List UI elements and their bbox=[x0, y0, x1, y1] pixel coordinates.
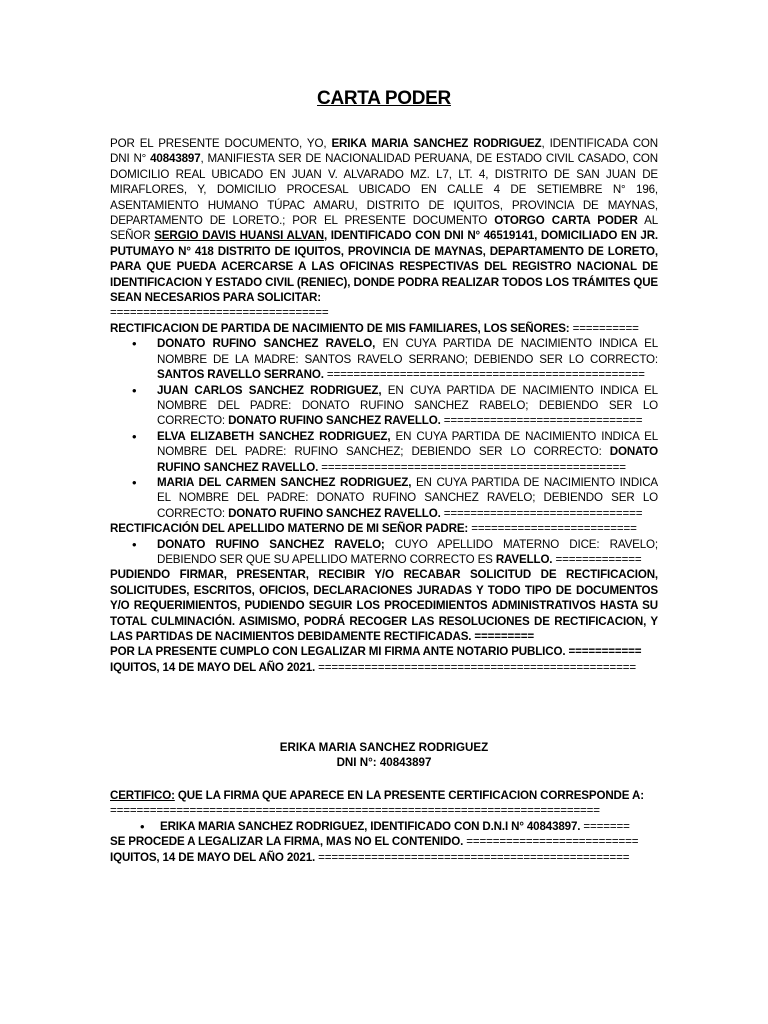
list-item bbox=[110, 819, 658, 834]
certification-text: QUE LA FIRMA QUE APARECE EN LA PRESENTE CERTIFICACION CORRESPONDE A: bbox=[174, 789, 644, 802]
separator: ================================= bbox=[110, 306, 329, 320]
person-name: DONATO RUFINO SANCHEZ RAVELO, bbox=[157, 337, 376, 351]
intro-text: , IDENTIFICADA CON DNI N° bbox=[110, 137, 659, 166]
section1-heading bbox=[110, 321, 658, 336]
certification-date-line bbox=[110, 850, 658, 865]
signature-block bbox=[110, 740, 658, 770]
separator: ============================== bbox=[440, 506, 643, 520]
date-line bbox=[110, 660, 658, 675]
correct-name: DONATO RUFINO SANCHEZ RAVELLO. bbox=[157, 445, 658, 474]
section2-heading-text: RECTIFICACIÓN DEL APELLIDO MATERNO DE MI SEÑOR PADRE: bbox=[110, 522, 469, 536]
separator: ========= bbox=[471, 630, 535, 643]
separator: ======= bbox=[580, 819, 630, 833]
closing-text: PUDIENDO FIRMAR, PRESENTAR, RECIBIR Y/O RECABAR SOLICITUD DE RECTIFICACION, SOLICITUDES, ESCRITOS, OFICIOS, DECLARACIONES JURADAS Y TODO TIPO DE DOCUMENTOS Y/O REQUERIMIENTOS, PUDIENDO SEGUIR LOS PROCEDIMIENTOS ADMINISTRATIVOS HASTA SU TOTAL CULMINACIÓN. ASIMISMO, PODRÁ RECOGER LAS RESOLUCIONES DE RECTIFICACION, Y LAS PARTIDAS DE NACIMIENTOS DEBIDAMENTE RECTIFICADAS. bbox=[110, 568, 658, 643]
document-title: CARTA PODER bbox=[317, 88, 451, 109]
person-name: JUAN CARLOS SANCHEZ RODRIGUEZ, bbox=[157, 383, 382, 397]
legalization-line bbox=[110, 644, 658, 659]
item-text: EN CUYA PARTIDA DE NACIMIENTO INDICA EL NOMBRE DE LA MADRE: SANTOS RAVELO SERRANO; DEBIENDO SER LO CORRECTO: bbox=[157, 337, 658, 366]
separator: ========================================================================== bbox=[110, 804, 600, 818]
person-name: DONATO RUFINO SANCHEZ RAVELO; bbox=[157, 537, 385, 551]
item-text: EN CUYA PARTIDA DE NACIMIENTO INDICA EL NOMBRE DEL PADRE: RUFINO SANCHEZ; DEBIENDO SER LO CORRECTO: bbox=[157, 429, 658, 459]
separator: ========================== bbox=[463, 835, 639, 849]
person-name: ELVA ELIZABETH SANCHEZ RODRIGUEZ, bbox=[157, 429, 391, 443]
document-body bbox=[110, 136, 658, 675]
list-item bbox=[110, 475, 658, 521]
legalization-scope-line bbox=[110, 834, 658, 849]
list-item bbox=[110, 336, 658, 382]
separator: ================================================ bbox=[323, 368, 645, 382]
separator: ============= bbox=[552, 552, 642, 566]
separator: ========== bbox=[569, 321, 639, 335]
item-text: CUYO APELLIDO MATERNO DICE: RAVELO; DEBIENDO SER QUE SU APELLIDO MATERNO CORRECTO ES bbox=[157, 537, 658, 566]
certification-date-text: IQUITOS, 14 DE MAYO DEL AÑO 2021. bbox=[110, 850, 316, 864]
separator: ============================================== bbox=[318, 460, 626, 474]
intro-text: , MANIFIESTA SER DE NACIONALIDAD PERUANA, DE ESTADO CIVIL CASADO, CON DOMICILIO REAL UBICADO EN JUAN V. ALVARADO MZ. L7, LT. 4, DISTRITO DE SAN JUAN DE MIRAFLORES, Y, DOMICILIO PROCESAL UBICADO EN CALLE 4 DE SETIEMBRE N° 196, ASENTAMIENTO HUMANO TÚPAC AMARU, DISTRITO DE IQUITOS, PROVINCIA DE MAYNAS, DEPARTAMENTO DE LORETO.; POR EL PRESENTE DOCUMENTO bbox=[110, 152, 659, 228]
intro-paragraph bbox=[110, 136, 658, 305]
list-item bbox=[110, 429, 658, 475]
signer-name: ERIKA MARIA SANCHEZ RODRIGUEZ bbox=[279, 741, 489, 754]
item-text: EN CUYA PARTIDA DE NACIMIENTO INDICA EL NOMBRE DEL PADRE: DONATO RUFINO SANCHEZ RAVELO; DEBIENDO SER LO CORRECTO: bbox=[157, 475, 658, 520]
list-item bbox=[110, 537, 658, 568]
intro-text: POR EL PRESENTE DOCUMENTO, YO, bbox=[110, 137, 332, 150]
correct-name: SANTOS RAVELLO SERRANO. bbox=[157, 368, 324, 382]
correct-name: RAVELLO. bbox=[495, 552, 553, 566]
separator: ================================================ bbox=[315, 660, 636, 674]
person-name: MARIA DEL CARMEN SANCHEZ RODRIGUEZ, bbox=[157, 475, 412, 489]
certification-heading bbox=[110, 788, 658, 803]
legalization-text: POR LA PRESENTE CUMPLO CON LEGALIZAR MI FIRMA ANTE NOTARIO PUBLICO. bbox=[110, 645, 566, 659]
separator: =========== bbox=[565, 645, 642, 659]
separator: =============================================== bbox=[315, 850, 630, 864]
section2-heading bbox=[110, 521, 658, 536]
intro-text: AL SEÑOR bbox=[110, 214, 659, 243]
signer-dni: DNI N°: 40843897 bbox=[336, 756, 432, 769]
separator: ============================== bbox=[440, 414, 643, 428]
section2-list bbox=[110, 537, 658, 568]
closing-paragraph bbox=[110, 567, 658, 644]
section1-heading-text: RECTIFICACION DE PARTIDA DE NACIMIENTO DE MIS FAMILIARES, LOS SEÑORES: bbox=[110, 321, 570, 335]
separator: ========================= bbox=[468, 522, 637, 536]
section1-list bbox=[110, 336, 658, 521]
correct-name: DONATO RUFINO SANCHEZ RAVELLO. bbox=[228, 506, 441, 520]
legalization-scope-text: SE PROCEDE A LEGALIZAR LA FIRMA, MAS NO EL CONTENIDO. bbox=[110, 835, 464, 849]
list-item bbox=[110, 383, 658, 429]
certification-block bbox=[110, 788, 658, 865]
grantor-name: ERIKA MARIA SANCHEZ RODRIGUEZ bbox=[331, 137, 542, 150]
date-text: IQUITOS, 14 DE MAYO DEL AÑO 2021. bbox=[110, 660, 316, 674]
attorney-details: , IDENTIFICADO CON DNI N° 46519141, DOMICILIADO EN JR. PUTUMAYO N° 418 DISTRITO DE IQUITOS, PROVINCIA DE MAYNAS, DEPARTAMENTO DE LORETO, PARA QUE PUEDA ACERCARSE A LAS OFICINAS RESPECTIVAS DEL REGISTRO NACIONAL DE IDENTIFICACION Y ESTADO CIVIL (RENIEC), DONDE PODRA REALIZAR TODOS LOS TRÁMITES QUE SEAN NECESARIOS PARA SOLICITAR: bbox=[110, 229, 659, 305]
grantor-dni: 40843897 bbox=[150, 152, 201, 166]
grant-clause: OTORGO CARTA PODER bbox=[494, 214, 638, 228]
item-text: EN CUYA PARTIDA DE NACIMIENTO INDICA EL NOMBRE DEL PADRE: DONATO RUFINO SANCHEZ RABELO; DEBIENDO SER LO CORRECTO: bbox=[157, 383, 658, 428]
certification-list bbox=[110, 819, 658, 834]
correct-name: DONATO RUFINO SANCHEZ RAVELLO. bbox=[228, 414, 441, 428]
certified-person: ERIKA MARIA SANCHEZ RODRIGUEZ, IDENTIFICADO CON D.N.I N° 40843897. bbox=[160, 819, 581, 833]
certification-label: CERTIFICO: bbox=[110, 789, 175, 802]
attorney-name: SERGIO DAVIS HUANSI ALVAN bbox=[154, 229, 324, 243]
